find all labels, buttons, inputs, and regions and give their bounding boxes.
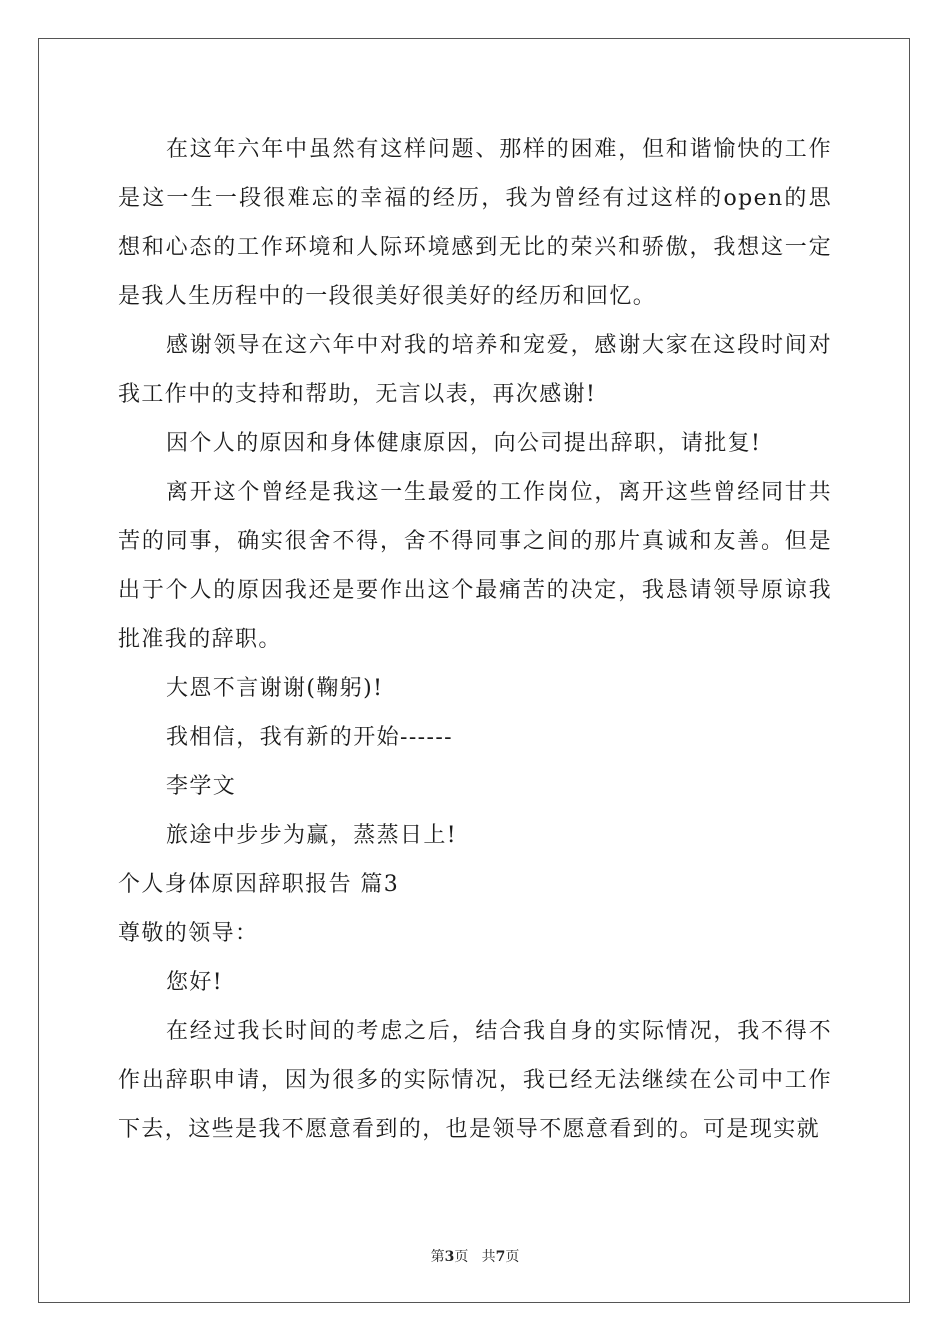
closing-wish: 旅途中步步为赢，蒸蒸日上!: [166, 823, 458, 848]
footer-total-prefix: 共: [481, 1249, 496, 1265]
total-pages-number: 7: [495, 1249, 506, 1265]
salutation: 尊敬的领导：: [118, 921, 259, 946]
signature-name: 李学文: [166, 774, 237, 799]
paragraph-6: 我相信，我有新的开始------: [166, 725, 454, 750]
paragraph-4: 离开这个曾经是我这一生最爱的工作岗位，离开这些曾经同甘共苦的同事，确实很舍不得，舍不得同事之间的那片真诚和友善。但是出于个人的原因我还是要作出这个最痛苦的决定，我恳请领导原谅我批准我的辞职。: [118, 480, 832, 652]
page-footer: [0, 1246, 950, 1266]
paragraph-1: 在这年六年中虽然有这样问题、那样的困难，但和谐愉快的工作是这一生一段很难忘的幸福的经历，我为曾经有过这样的open的思想和心态的工作环境和人际环境感到无比的荣兴和骄傲，我想这一定是我人生历程中的一段很美好很美好的经历和回忆。: [118, 137, 832, 309]
greeting: 您好!: [166, 970, 224, 995]
footer-total-suffix: 页: [505, 1249, 520, 1265]
footer-prefix: 第: [430, 1249, 445, 1265]
footer-page-suffix: 页: [454, 1249, 469, 1265]
paragraph-body: 在经过我长时间的考虑之后，结合我自身的实际情况，我不得不作出辞职申请，因为很多的实际情况，我已经无法继续在公司中工作下去，这些是我不愿意看到的，也是领导不愿意看到的。可是现实就: [118, 1019, 832, 1142]
section-heading: 个人身体原因辞职报告 篇3: [118, 872, 400, 897]
document-body: [118, 125, 832, 1154]
paragraph-3: 因个人的原因和身体健康原因，向公司提出辞职，请批复!: [166, 431, 762, 456]
paragraph-2: 感谢领导在这六年中对我的培养和宠爱，感谢大家在这段时间对我工作中的支持和帮助，无言以表，再次感谢!: [118, 333, 832, 407]
paragraph-5: 大恩不言谢谢(鞠躬)!: [166, 676, 384, 701]
current-page-number: 3: [444, 1249, 455, 1265]
